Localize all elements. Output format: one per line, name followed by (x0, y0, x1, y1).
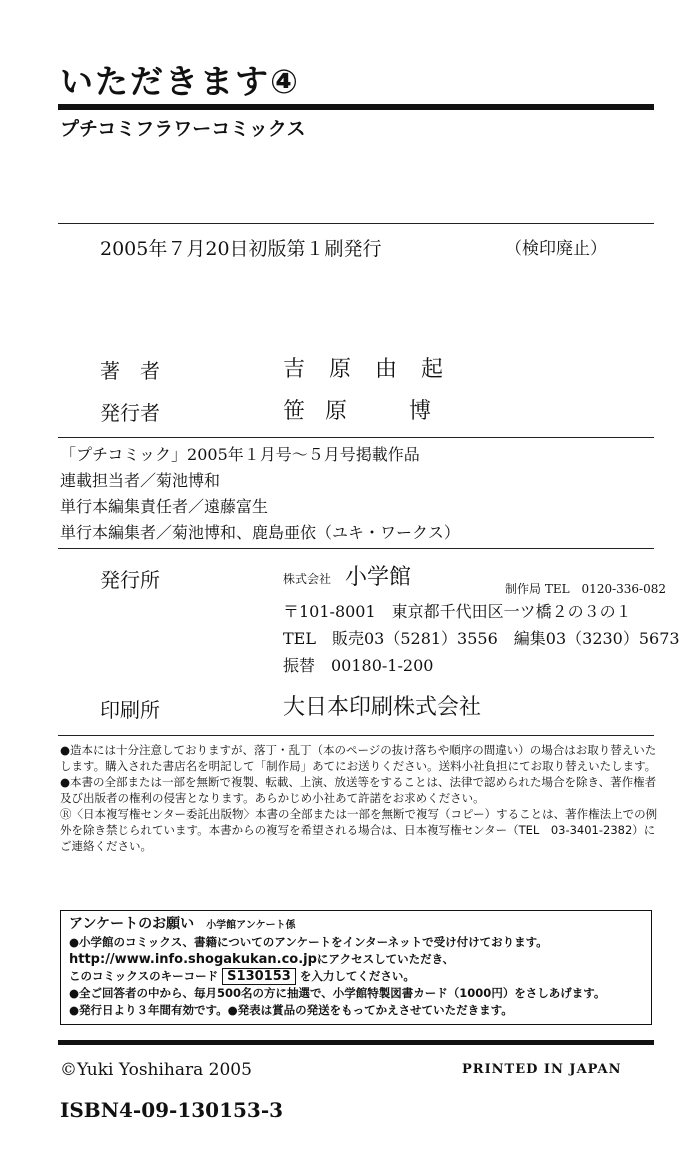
credit-line: 連載担当者／菊池博和 (60, 471, 221, 490)
key-code: S130153 (222, 968, 296, 985)
printer-name: 大日本印刷株式会社 (283, 695, 482, 720)
author-name: 吉原由起 (283, 357, 468, 382)
seisaku-tel: 制作局 TEL 0120-336-082 (505, 582, 667, 596)
credit-line: 「プチコミック」2005年１月号～５月号掲載作品 (60, 445, 420, 464)
copyright: ©Yuki Yoshihara 2005 (60, 1060, 252, 1080)
kabushiki-text: 株式会社 (283, 572, 332, 586)
author-label: 著 者 (100, 359, 160, 383)
edition-date: 2005年７月20日初版第１刷発行 (100, 238, 382, 260)
survey-line: ●発行日より３年間有効です。●発表は賞品の発送をもってかえさせていただきます。 (69, 1003, 513, 1017)
survey-heading-line (69, 916, 643, 934)
survey-heading: アンケートのお願い (69, 916, 195, 932)
divider (58, 223, 654, 224)
notice-item: ●本書の全部または一部を無断で複製、転載、上演、放送等をすることは、法律で認められた場合を除き、著作権者及び出版者の権利の侵害となります。あらかじめ小社あて許諾をお求めください。 (60, 775, 657, 805)
survey-dept: 小学館アンケート係 (206, 920, 296, 931)
notice-item: Ⓡ〈日本複写権センター委託出版物〉本書の全部または一部を無断で複写（コピー）することは、著作権法上での例外を除き禁じられています。本書からの複写を希望される場合は、日本複写権センター（TEL 03-3401-2382）にご連絡ください。 (60, 807, 658, 853)
survey-code-suffix: を入力してください。 (299, 969, 415, 983)
publisher-label: 発行所 (100, 568, 160, 592)
survey-line: ●全ご回答者の中から、毎月500名の方に抽選で、小学館特製図書カード（1000円）をさしあげます。 (69, 986, 606, 1000)
divider-top (58, 104, 654, 110)
survey-code-prefix: このコミックスのキーコード (69, 969, 219, 983)
survey-code-line (69, 968, 643, 985)
publisher-name: 小学館 (345, 565, 412, 590)
notice-item: ●造本には十分注意しておりますが、落丁・乱丁（本のページの抜け落ちや順序の間違い）の場合はお取り替えいたします。購入された書店名を明記して「制作局」あてにお送りください。送料小社負担にてお取り替えいたします。 (60, 743, 657, 773)
isbn: ISBN4-09-130153-3 (60, 1098, 284, 1122)
divider (58, 735, 654, 736)
publisher-address: 〒101-8001 東京都千代田区一ツ橋２の３の１ (283, 602, 632, 621)
issuer-label: 発行者 (100, 401, 160, 425)
book-title: いただきます④ (60, 62, 300, 101)
series-name: プチコミフラワーコミックス (60, 118, 306, 140)
survey-url-suffix: にアクセスしていただき、 (316, 952, 455, 966)
legal-notices (60, 742, 660, 854)
printed-in: PRINTED IN JAPAN (462, 1062, 622, 1077)
survey-url[interactable]: http://www.info.shogakukan.co.jp (69, 952, 317, 967)
credit-line: 単行本編集責任者／遠藤富生 (60, 497, 269, 516)
publisher-tel: TEL 販売03（5281）3556 編集03（3230）5673 (283, 629, 680, 648)
divider-bottom (58, 1040, 654, 1045)
printer-label: 印刷所 (100, 698, 160, 722)
divider (58, 548, 654, 549)
publisher-furikae: 振替 00180-1-200 (283, 656, 434, 675)
divider (58, 437, 654, 438)
issuer-name: 笹原 博 (283, 399, 452, 424)
credit-line: 単行本編集者／菊池博和、鹿島亜依（ユキ・ワークス） (60, 523, 460, 542)
stamp-note: （検印廃止） (505, 239, 607, 259)
survey-url-line (69, 951, 643, 968)
survey-line: ●小学館のコミックス、書籍についてのアンケートをインターネットで受け付けております。 (69, 935, 548, 949)
survey-box (60, 910, 652, 1025)
